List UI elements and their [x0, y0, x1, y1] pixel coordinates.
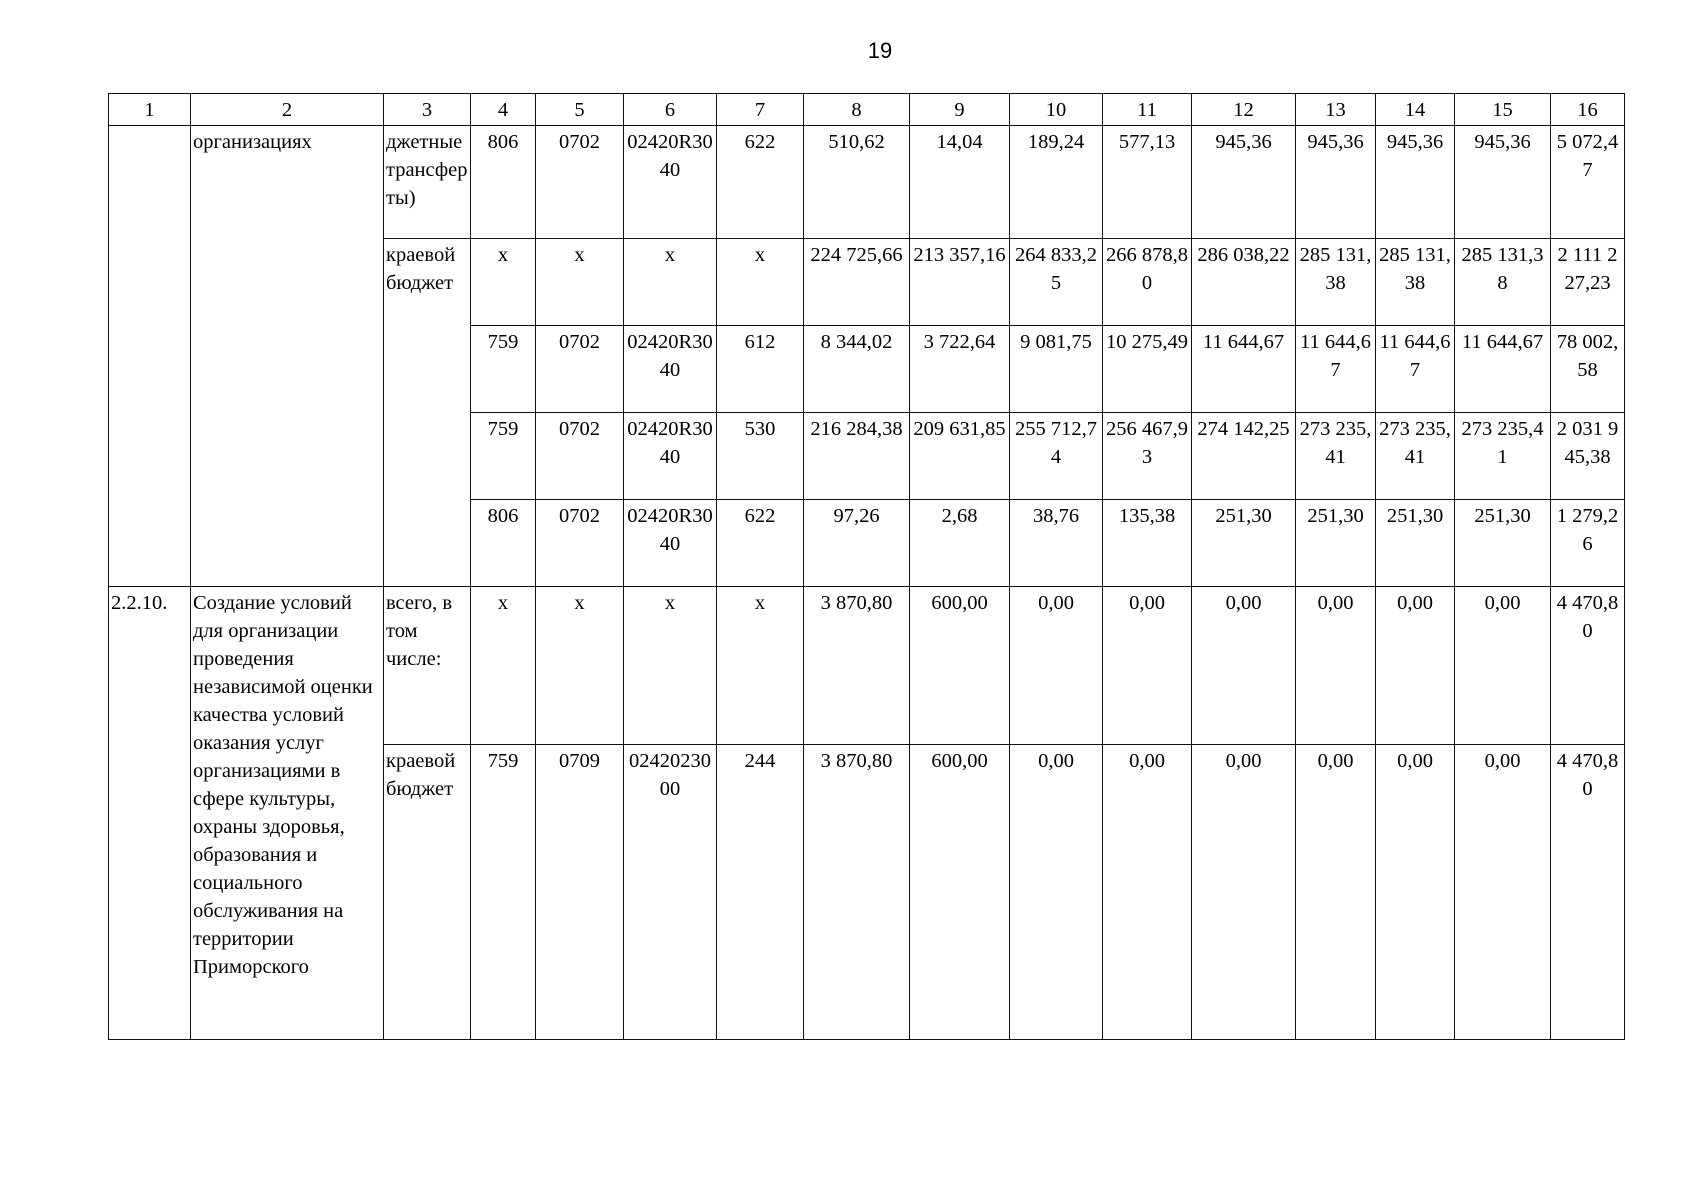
expense-type-code: 612 — [717, 326, 804, 413]
amount-cell: 0,00 — [1455, 587, 1551, 745]
expense-type-code: x — [717, 239, 804, 326]
amount-cell: 251,30 — [1376, 500, 1455, 587]
amount-cell: 577,13 — [1103, 126, 1192, 239]
total-cell: 2 111 227,23 — [1551, 239, 1625, 326]
amount-cell: 285 131,38 — [1376, 239, 1455, 326]
amount-cell: 2,68 — [910, 500, 1010, 587]
amount-cell: 274 142,25 — [1192, 413, 1296, 500]
column-number: 15 — [1455, 94, 1551, 126]
amount-cell: 266 878,80 — [1103, 239, 1192, 326]
grbs-code: x — [471, 239, 536, 326]
amount-cell: 0,00 — [1192, 587, 1296, 745]
grbs-code: 806 — [471, 126, 536, 239]
section-code: x — [536, 587, 624, 745]
amount-cell: 255 712,74 — [1010, 413, 1103, 500]
total-cell: 1 279,26 — [1551, 500, 1625, 587]
column-number: 13 — [1296, 94, 1376, 126]
table-row — [109, 126, 1625, 239]
column-number: 3 — [384, 94, 471, 126]
amount-cell: 0,00 — [1010, 745, 1103, 1040]
amount-cell: 600,00 — [910, 745, 1010, 1040]
section-code: 0702 — [536, 126, 624, 239]
amount-cell: 189,24 — [1010, 126, 1103, 239]
expense-type-code: 622 — [717, 126, 804, 239]
amount-cell: 9 081,75 — [1010, 326, 1103, 413]
amount-cell: 0,00 — [1455, 745, 1551, 1040]
amount-cell: 3 722,64 — [910, 326, 1010, 413]
column-number: 11 — [1103, 94, 1192, 126]
section-code: 0702 — [536, 500, 624, 587]
grbs-code: 759 — [471, 413, 536, 500]
target-code: 02420R3040 — [624, 413, 717, 500]
funding-source-cell: краевой бюджет — [384, 745, 471, 1040]
amount-cell: 135,38 — [1103, 500, 1192, 587]
amount-cell: 213 357,16 — [910, 239, 1010, 326]
amount-cell: 251,30 — [1192, 500, 1296, 587]
column-number: 10 — [1010, 94, 1103, 126]
column-number-row — [109, 94, 1625, 126]
section-code: x — [536, 239, 624, 326]
column-number: 7 — [717, 94, 804, 126]
target-code: 0242023000 — [624, 745, 717, 1040]
grbs-code: 806 — [471, 500, 536, 587]
target-code: 02420R3040 — [624, 326, 717, 413]
amount-cell: 224 725,66 — [804, 239, 910, 326]
amount-cell: 945,36 — [1455, 126, 1551, 239]
amount-cell: 8 344,02 — [804, 326, 910, 413]
amount-cell: 11 644,67 — [1376, 326, 1455, 413]
expense-type-code: 622 — [717, 500, 804, 587]
column-number: 8 — [804, 94, 910, 126]
amount-cell: 0,00 — [1010, 587, 1103, 745]
column-number: 5 — [536, 94, 624, 126]
amount-cell: 14,04 — [910, 126, 1010, 239]
column-number: 1 — [109, 94, 191, 126]
grbs-code: 759 — [471, 326, 536, 413]
funding-source-cell: краевой бюджет — [384, 239, 471, 587]
amount-cell: 216 284,38 — [804, 413, 910, 500]
total-cell: 2 031 945,38 — [1551, 413, 1625, 500]
column-number: 2 — [191, 94, 384, 126]
amount-cell: 209 631,85 — [910, 413, 1010, 500]
expense-type-code: 244 — [717, 745, 804, 1040]
amount-cell: 3 870,80 — [804, 587, 910, 745]
amount-cell: 0,00 — [1376, 745, 1455, 1040]
activity-name-cell: организациях — [191, 126, 384, 587]
amount-cell: 97,26 — [804, 500, 910, 587]
amount-cell: 510,62 — [804, 126, 910, 239]
amount-cell: 945,36 — [1296, 126, 1376, 239]
row-number-cell: 2.2.10. — [109, 587, 191, 1040]
amount-cell: 264 833,25 — [1010, 239, 1103, 326]
amount-cell: 0,00 — [1192, 745, 1296, 1040]
amount-cell: 251,30 — [1455, 500, 1551, 587]
amount-cell: 256 467,93 — [1103, 413, 1192, 500]
amount-cell: 0,00 — [1103, 587, 1192, 745]
amount-cell: 0,00 — [1103, 745, 1192, 1040]
section-code: 0709 — [536, 745, 624, 1040]
amount-cell: 945,36 — [1192, 126, 1296, 239]
total-cell: 4 470,80 — [1551, 745, 1625, 1040]
amount-cell: 11 644,67 — [1192, 326, 1296, 413]
expense-type-code: x — [717, 587, 804, 745]
row-number-cell — [109, 126, 191, 587]
expense-type-code: 530 — [717, 413, 804, 500]
amount-cell: 285 131,38 — [1455, 239, 1551, 326]
funding-source-cell: всего, в том числе: — [384, 587, 471, 745]
page-number: 19 — [867, 38, 893, 63]
table-row — [109, 587, 1625, 745]
target-code: x — [624, 587, 717, 745]
amount-cell: 273 235,41 — [1376, 413, 1455, 500]
amount-cell: 600,00 — [910, 587, 1010, 745]
section-code: 0702 — [536, 326, 624, 413]
grbs-code: 759 — [471, 745, 536, 1040]
column-number: 9 — [910, 94, 1010, 126]
amount-cell: 10 275,49 — [1103, 326, 1192, 413]
amount-cell: 945,36 — [1376, 126, 1455, 239]
amount-cell: 0,00 — [1376, 587, 1455, 745]
column-number: 12 — [1192, 94, 1296, 126]
total-cell: 5 072,47 — [1551, 126, 1625, 239]
amount-cell: 11 644,67 — [1296, 326, 1376, 413]
amount-cell: 286 038,22 — [1192, 239, 1296, 326]
amount-cell: 11 644,67 — [1455, 326, 1551, 413]
section-code: 0702 — [536, 413, 624, 500]
total-cell: 4 470,80 — [1551, 587, 1625, 745]
target-code: 02420R3040 — [624, 126, 717, 239]
activity-name-cell: Создание условий для организации проведения независимой оценки качества условий оказания услуг организациями в сфере культуры, охраны здоровья, образования и социального обслуживания на территории Приморского — [191, 587, 384, 1040]
column-number: 4 — [471, 94, 536, 126]
grbs-code: x — [471, 587, 536, 745]
column-number: 6 — [624, 94, 717, 126]
target-code: x — [624, 239, 717, 326]
amount-cell: 273 235,41 — [1455, 413, 1551, 500]
amount-cell: 3 870,80 — [804, 745, 910, 1040]
amount-cell: 285 131,38 — [1296, 239, 1376, 326]
column-number: 16 — [1551, 94, 1625, 126]
funding-source-cell: джетные трансферты) — [384, 126, 471, 239]
budget-table — [108, 93, 1625, 1040]
amount-cell: 38,76 — [1010, 500, 1103, 587]
amount-cell: 251,30 — [1296, 500, 1376, 587]
total-cell: 78 002,58 — [1551, 326, 1625, 413]
amount-cell: 0,00 — [1296, 745, 1376, 1040]
target-code: 02420R3040 — [624, 500, 717, 587]
amount-cell: 273 235,41 — [1296, 413, 1376, 500]
amount-cell: 0,00 — [1296, 587, 1376, 745]
column-number: 14 — [1376, 94, 1455, 126]
